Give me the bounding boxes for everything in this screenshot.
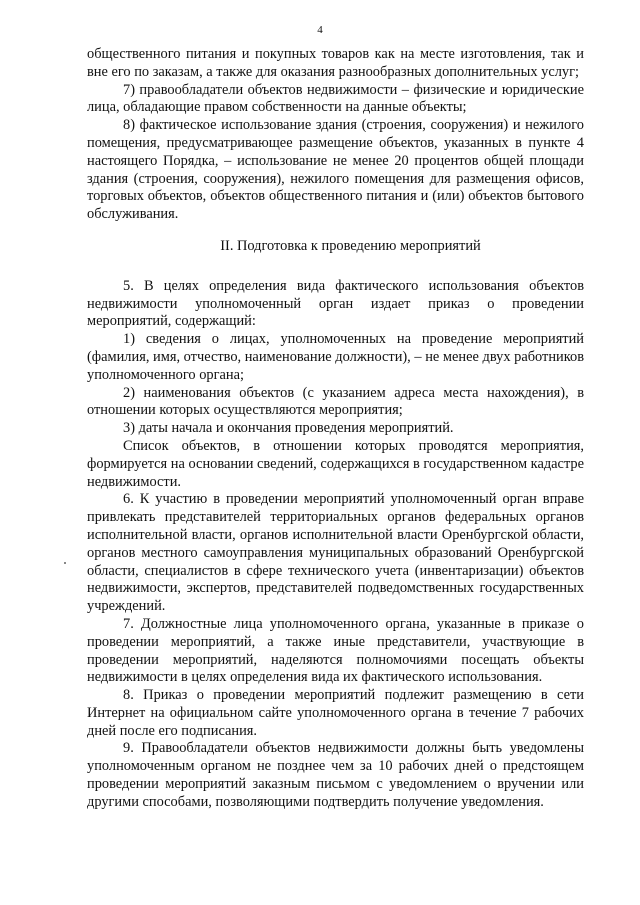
paragraph-item-7: 7) правообладатели объектов недвижимости – физические и юридические лица, обладающие правом собственности на данные объекты; [87,81,584,116]
paragraph-9: 9. Правообладатели объектов недвижимости должны быть уведомлены уполномоченным органом не позднее чем за 10 рабочих дней о предстоящем проведении мероприятий заказным письмом с уведомлением о вручении или другими способами, позволяющими подтвердить получение уведомления. [87,740,584,810]
section-heading: II. Подготовка к проведению мероприятий [220,237,481,254]
paragraph-continuation: общественного питания и покупных товаров как на месте изготовления, так и вне его по заказам, а также для оказания разнообразных дополнительных услуг; [87,46,584,80]
paragraph-5-item-2: 2) наименования объектов (с указанием адреса места нахождения), в отношении которых осуществляются мероприятия; [87,384,584,419]
paragraph-5-object-list: Список объектов, в отношении которых проводятся мероприятия, формируется на основании сведений, содержащихся в государственном кадастре недвижимости. [87,437,584,490]
paragraph-item-8: 8) фактическое использование здания (строения, сооружения) и нежилого помещения, предусматривающее размещение объектов, указанных в пункте 4 настоящего Порядка, – использование не менее 20 процентов общей площади здания (строения, сооружения), нежилого помещения для размещения офисов, торговых объектов, объектов общественного питания и (или) объектов бытового обслуживания. [87,117,584,223]
margin-dot [64,562,66,564]
paragraph-8: 8. Приказ о проведении мероприятий подлежит размещению в сети Интернет на официальном сайте уполномоченного органа в течение 7 рабочих дней после его подписания. [87,687,584,739]
paragraph-5-item-1: 1) сведения о лицах, уполномоченных на проведение мероприятий (фамилия, имя, отчество, наименование должности), – не менее двух работников уполномоченного органа; [87,331,584,383]
paragraph-6: 6. К участию в проведении мероприятий уполномоченный орган вправе привлекать представителей территориальных органов федеральных органов исполнительной власти, органов исполнительной власти Оренбургской области, органов местного самоуправления муниципальных образований Оренбургской области, специалистов в сфере технического учета (инвентаризации) объектов недвижимости, экспертов, представителей подведомственных государственных учреждений. [87,491,584,615]
document-body [87,46,584,812]
page-number: 4 [317,24,323,36]
paragraph-5-item-3: 3) даты начала и окончания проведения мероприятий. [123,420,454,437]
paragraph-5: 5. В целях определения вида фактического использования объектов недвижимости уполномоченный орган издает приказ о проведении мероприятий, содержащий: [87,277,584,330]
paragraph-7: 7. Должностные лица уполномоченного органа, указанные в приказе о проведении мероприятий, а также иные представители, участвующие в проведении мероприятий, наделяются полномочиями посещать объекты недвижимости в целях определения вида их фактического использования. [87,615,584,686]
